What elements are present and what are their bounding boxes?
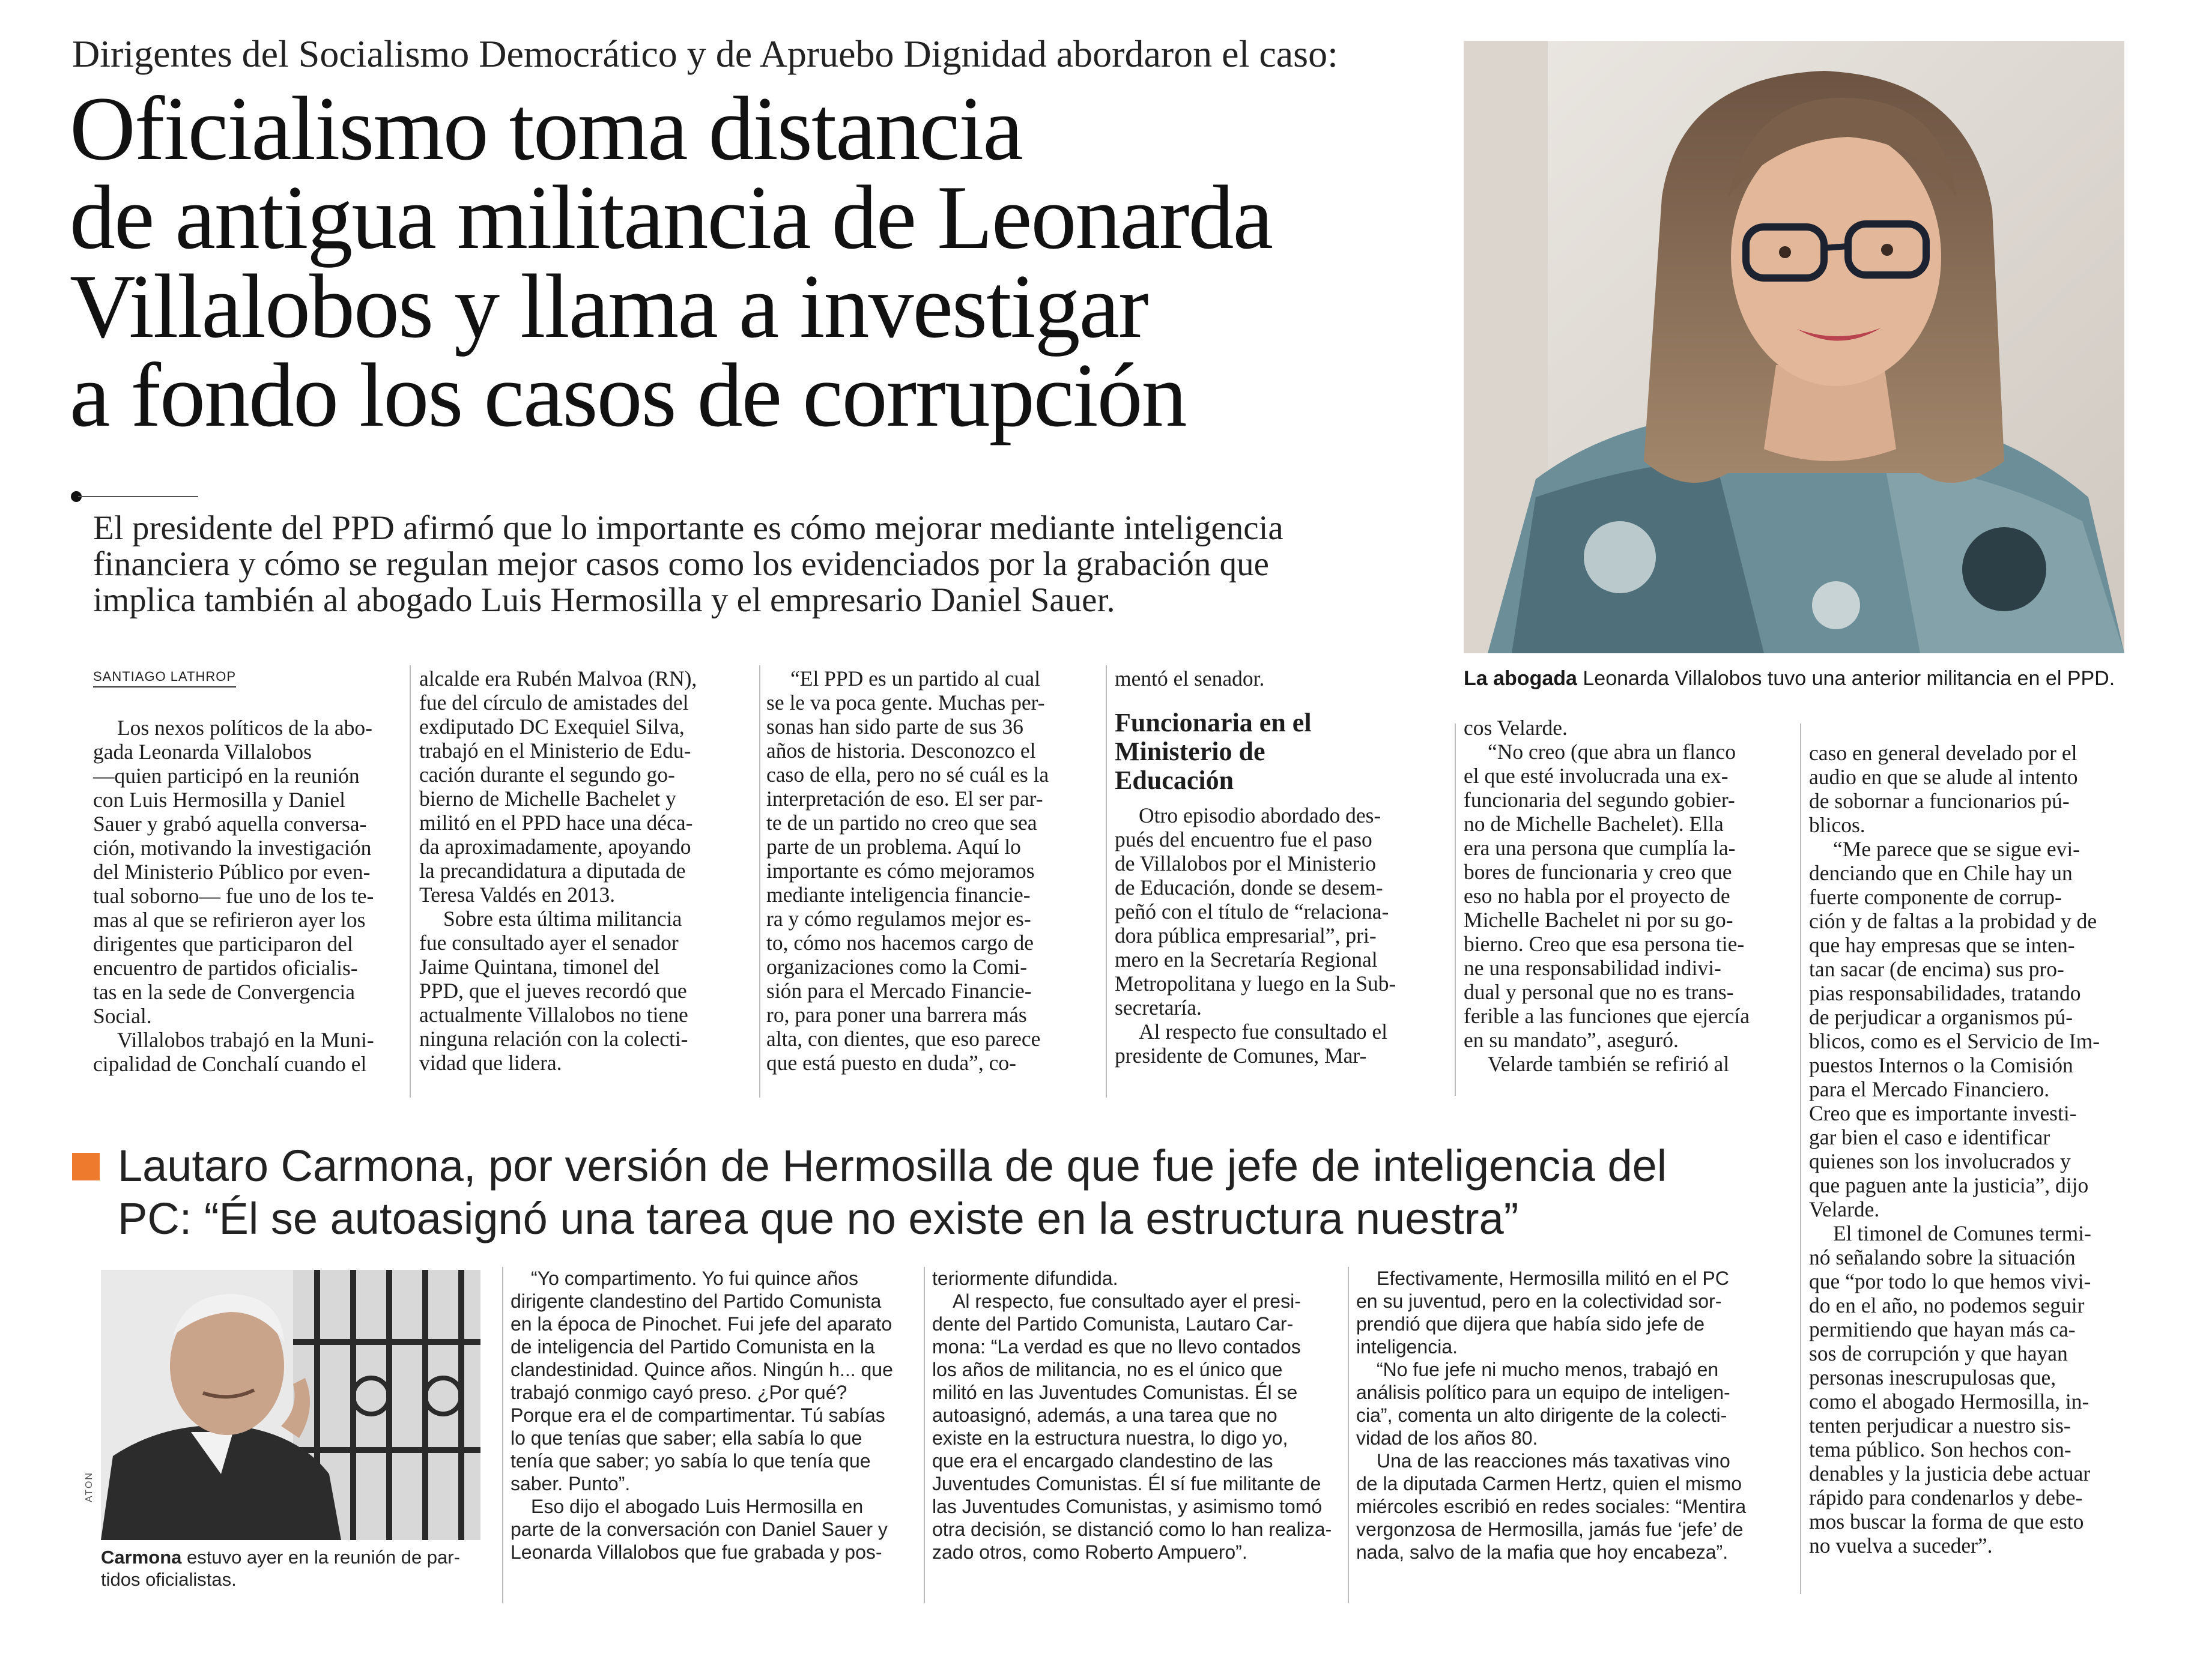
text-line: de Villalobos por el Ministerio <box>1115 851 1376 875</box>
text-line: parte de un problema. Aquí lo <box>766 835 1021 859</box>
article-column-6 <box>1809 741 2133 1558</box>
text-line: ferible a las funciones que ejercía <box>1464 1004 1750 1028</box>
text-line: denciando que en Chile hay un <box>1809 861 2073 885</box>
text-line: ción, motivando la investigación <box>93 836 372 860</box>
text-line: mas al que se refirieron ayer los <box>93 908 366 932</box>
text-line: en su juventud, pero en la colectividad sor- <box>1356 1290 1722 1312</box>
text-line: encuentro de partidos oficialis- <box>93 956 358 980</box>
text-line: gar bien el caso e identificar <box>1809 1125 2050 1149</box>
rule-line <box>78 496 198 497</box>
column-separator <box>1106 665 1107 1098</box>
text-line: Efectivamente, Hermosilla militó en el PC <box>1377 1268 1729 1289</box>
text-line: de la diputada Carmen Hertz, quien el mismo <box>1356 1473 1742 1494</box>
text-line: de inteligencia del Partido Comunista en la <box>511 1336 875 1358</box>
text-line: ninguna relación con la colecti- <box>419 1027 688 1051</box>
lead-line: financiera y cómo se regulan mejor casos como los evidenciados por la grabación que <box>93 545 1269 583</box>
text-line: mona: “La verdad es que no llevo contados <box>932 1336 1301 1358</box>
text-line: militó en las Juventudes Comunistas. Él se <box>932 1382 1298 1403</box>
text-line: dora pública empresarial”, pri- <box>1115 923 1377 947</box>
text-line: pués del encuentro fue el paso <box>1115 827 1372 851</box>
photo-caption <box>1464 666 2115 690</box>
text-line: sión para el Mercado Financie- <box>766 979 1032 1003</box>
text-line: vidad que lidera. <box>419 1051 562 1075</box>
caption-line: tidos oficialistas. <box>101 1569 237 1590</box>
text-line: Villalobos trabajó en la Muni- <box>117 1028 374 1052</box>
text-line: dual y personal que no es trans- <box>1464 980 1734 1004</box>
text-line: Juventudes Comunistas. Él sí fue militante de <box>932 1473 1321 1494</box>
text-line: como el abogado Hermosilla, in- <box>1809 1389 2089 1413</box>
text-line: eso no habla por el proyecto de <box>1464 884 1730 908</box>
column-separator <box>1455 724 1456 1096</box>
text-line: que hay empresas que se inten- <box>1809 933 2075 957</box>
text-line: autoasignó, además, a una tarea que no <box>932 1404 1277 1426</box>
text-line: to, cómo nos hacemos cargo de <box>766 931 1034 955</box>
sidebar-headline-line: Lautaro Carmona, por versión de Hermosilla de que fue jefe de inteligencia del <box>118 1141 1667 1191</box>
text-line: blicos, como es el Servicio de Im- <box>1809 1029 2100 1053</box>
headline-line: a fondo los casos de corrupción <box>70 345 1186 446</box>
article-column-5 <box>1464 716 1794 1076</box>
subhead-line: Educación <box>1115 766 1234 795</box>
photo-caption-bold: La abogada <box>1464 667 1577 690</box>
text-line: análisis político para un equipo de inteligen- <box>1356 1382 1730 1403</box>
caption-text: estuvo ayer en la reunión de par- <box>181 1547 460 1568</box>
text-line: fue del círculo de amistades del <box>419 690 689 715</box>
text-line: de sobornar a funcionarios pú- <box>1809 789 2070 813</box>
text-line: dente del Partido Comunista, Lautaro Car- <box>932 1313 1294 1335</box>
text-line: tenten perjudicar a nuestro sis- <box>1809 1413 2071 1437</box>
lead-paragraph <box>93 510 1432 618</box>
kicker: Dirigentes del Socialismo Democrático y de Apruebo Dignidad abordaron el caso: <box>72 32 1338 75</box>
text-line: nada, salvo de la mafia que hoy encabeza”. <box>1356 1541 1729 1563</box>
photo-credit: ATON <box>84 1472 94 1502</box>
text-line: pias responsabilidades, tratando <box>1809 981 2081 1005</box>
text-line: “No fue jefe ni mucho menos, trabajó en <box>1377 1359 1719 1380</box>
article-column-2 <box>419 666 750 1075</box>
text-line: que paguen ante la justicia”, dijo <box>1809 1173 2089 1197</box>
column-separator <box>924 1267 925 1603</box>
text-line: tenía que saber; yo sabía lo que tenía que <box>511 1450 871 1472</box>
text-line: otra decisión, se distanció como lo han realiza- <box>932 1518 1332 1540</box>
text-line: “Me parece que se sigue evi- <box>1833 837 2080 861</box>
article-column-3 <box>766 666 1097 1075</box>
text-line: bores de funcionaria y creo que <box>1464 860 1732 884</box>
text-line: el que esté involucrada una ex- <box>1464 764 1729 788</box>
text-line: gada Leonarda Villalobos <box>93 740 312 764</box>
text-line: alta, con dientes, que eso parece <box>766 1027 1041 1051</box>
text-line: “El PPD es un partido al cual <box>790 666 1041 690</box>
caption-bold: Carmona <box>101 1547 182 1568</box>
subhead-line: Ministerio de <box>1115 737 1265 766</box>
headline <box>70 78 1451 446</box>
text-line: para el Mercado Financiero. <box>1809 1077 2050 1101</box>
text-line: nó señalando sobre la situación <box>1809 1245 2076 1269</box>
text-line: años de historia. Desconozco el <box>766 739 1036 763</box>
text-line: cos Velarde. <box>1464 716 1568 740</box>
text-line: “Yo compartimento. Yo fui quince años <box>531 1268 858 1289</box>
sidebar-headline <box>72 1140 1694 1245</box>
text-line: la precandidatura a diputada de <box>419 859 686 883</box>
byline: SANTIAGO LATHROP <box>93 669 236 687</box>
text-line: teriormente difundida. <box>932 1268 1118 1289</box>
text-line: “No creo (que abra un flanco <box>1488 740 1736 764</box>
text-line: sonas han sido parte de sus 36 <box>766 715 1023 739</box>
text-line: Sauer y grabó aquella conversa- <box>93 812 367 836</box>
portrait-photo <box>1464 41 2124 653</box>
text-line: da aproximadamente, apoyando <box>419 835 691 859</box>
text-line: en la época de Pinochet. Fui jefe del aparato <box>511 1313 892 1335</box>
text-line: permitiendo que hayan más ca- <box>1809 1317 2076 1341</box>
text-line: sos de corrupción y que hayan <box>1809 1341 2068 1365</box>
text-line: saber. Punto”. <box>511 1473 631 1494</box>
text-line: cipalidad de Conchalí cuando el <box>93 1052 367 1076</box>
text-line: fuerte componente de corrup- <box>1809 885 2062 909</box>
text-line: zado otros, como Roberto Ampuero”. <box>932 1541 1247 1563</box>
text-line: Velarde. <box>1809 1197 1880 1221</box>
text-line: Al respecto fue consultado el <box>1139 1020 1388 1044</box>
text-line: Sobre esta última militancia <box>443 907 682 931</box>
text-line: personas inescrupulosas que, <box>1809 1365 2056 1389</box>
lead-line: El presidente del PPD afirmó que lo importante es cómo mejorar mediante inteligencia <box>93 509 1283 547</box>
text-line: dirigente clandestino del Partido Comunista <box>511 1290 882 1312</box>
text-line: que era el encargado clandestino de las <box>932 1450 1273 1472</box>
text-line: Al respecto, fue consultado ayer el presi- <box>953 1290 1301 1312</box>
text-line: mos buscar la forma de que esto <box>1809 1509 2084 1533</box>
text-line: que “por todo lo que hemos vivi- <box>1809 1269 2091 1293</box>
text-line: Michelle Bachelet ni por su go- <box>1464 908 1733 932</box>
text-line: que está puesto en duda”, co- <box>766 1051 1016 1075</box>
text-line: do en el año, no podemos seguir <box>1809 1293 2085 1317</box>
text-line: militó en el PPD hace una déca- <box>419 811 693 835</box>
text-line: era una persona que cumplía la- <box>1464 836 1736 860</box>
text-line: presidente de Comunes, Mar- <box>1115 1044 1367 1068</box>
text-line: mentó el senador. <box>1115 666 1265 690</box>
text-line: actualmente Villalobos no tiene <box>419 1003 688 1027</box>
text-line: ro, para poner una barrera más <box>766 1003 1027 1027</box>
text-line: Porque era el de compartimentar. Tú sabías <box>511 1404 885 1426</box>
text-line: bierno. Creo que esa persona tie- <box>1464 932 1745 956</box>
text-line: Una de las reacciones más taxativas vino <box>1377 1450 1730 1472</box>
text-line: con Luis Hermosilla y Daniel <box>93 788 345 812</box>
lead-line: implica también al abogado Luis Hermosilla y el empresario Daniel Sauer. <box>93 581 1115 619</box>
text-line: alcalde era Rubén Malvoa (RN), <box>419 666 697 690</box>
article-column-1 <box>93 716 399 1076</box>
text-line: dirigentes que participaron del <box>93 932 353 956</box>
sidebar-headline-line: PC: “Él se autoasignó una tarea que no existe en la estructura nuestra” <box>118 1194 1519 1243</box>
text-line: bierno de Michelle Bachelet y <box>419 787 676 811</box>
text-line: interpretación de eso. El ser par- <box>766 787 1043 811</box>
caption-line <box>101 1546 460 1568</box>
column-separator <box>1348 1267 1349 1603</box>
text-line: mediante inteligencia financie- <box>766 883 1031 907</box>
text-line: vidad de los años 80. <box>1356 1427 1538 1449</box>
text-line: parte de la conversación con Daniel Sauer y <box>511 1518 888 1540</box>
text-line: no de Michelle Bachelet). Ella <box>1464 812 1724 836</box>
text-line: exdiputado DC Exequiel Silva, <box>419 715 685 739</box>
text-line: funcionaria del segundo gobier- <box>1464 788 1735 812</box>
text-line: organizaciones como la Comi- <box>766 955 1028 979</box>
column-separator <box>759 665 760 1098</box>
text-line: Jaime Quintana, timonel del <box>419 955 660 979</box>
text-line: Teresa Valdés en 2013. <box>419 883 616 907</box>
text-line: fue consultado ayer el senador <box>419 931 679 955</box>
text-line: ra y cómo regulamos mejor es- <box>766 907 1031 931</box>
column-separator <box>410 665 411 1098</box>
text-line: mero en la Secretaría Regional <box>1115 947 1378 971</box>
sidebar-column-b <box>932 1267 1341 1564</box>
subhead-line: Funcionaria en el <box>1115 708 1312 737</box>
text-line: —quien participó en la reunión <box>93 764 360 788</box>
text-line: en su mandato”, aseguró. <box>1464 1028 1679 1052</box>
text-line: los años de militancia, no es el único que <box>932 1359 1283 1380</box>
text-line: trabajó en el Ministerio de Edu- <box>419 739 691 763</box>
headline-line: Oficialismo toma distancia <box>70 78 1022 179</box>
text-line: existe en la estructura nuestra, lo digo yo, <box>932 1427 1288 1449</box>
text-line: trabajó conmigo cayó preso. ¿Por qué? <box>511 1382 847 1403</box>
text-line: El timonel de Comunes termi- <box>1833 1221 2091 1245</box>
text-line: las Juventudes Comunistas, y asimismo tomó <box>932 1496 1323 1517</box>
article-column-4 <box>1115 666 1445 1068</box>
text-line: puestos Internos o la Comisión <box>1809 1053 2073 1077</box>
text-line: no vuelva a suceder”. <box>1809 1533 1993 1558</box>
text-line: secretaría. <box>1115 996 1202 1020</box>
text-line: de Educación, donde se desem- <box>1115 875 1383 899</box>
text-line: Social. <box>93 1004 152 1028</box>
photo-caption-text: Leonarda Villalobos tuvo una anterior militancia en el PPD. <box>1577 667 2115 690</box>
text-line: Leonarda Villalobos que fue grabada y pos- <box>511 1541 882 1563</box>
column-separator <box>1800 724 1801 1594</box>
text-line: miércoles escribió en redes sociales: “Mentira <box>1356 1496 1747 1517</box>
text-line: importante es cómo mejoramos <box>766 859 1035 883</box>
text-line: Creo que es importante investi- <box>1809 1101 2077 1125</box>
text-line: quienes son los involucrados y <box>1809 1149 2071 1173</box>
text-line: Metropolitana y luego en la Sub- <box>1115 971 1396 996</box>
sidebar-photo-caption <box>101 1546 460 1591</box>
text-line: denables y la justicia debe actuar <box>1809 1461 2091 1485</box>
text-line: inteligencia. <box>1356 1336 1458 1358</box>
text-line: tan sacar (de encima) sus pro- <box>1809 957 2064 981</box>
text-line: audio en que se alude al intento <box>1809 765 2078 789</box>
section-subhead <box>1115 709 1445 795</box>
headline-line: de antigua militancia de Leonarda <box>70 167 1272 268</box>
text-line: Los nexos políticos de la abo- <box>117 716 372 740</box>
text-line: caso en general develado por el <box>1809 741 2077 765</box>
text-line: PPD, que el jueves recordó que <box>419 979 687 1003</box>
text-line: Eso dijo el abogado Luis Hermosilla en <box>531 1496 864 1517</box>
column-separator <box>502 1267 503 1603</box>
sidebar-column-a <box>511 1267 916 1564</box>
text-line: te de un partido no creo que sea <box>766 811 1037 835</box>
text-line: lo que tenías que saber; ella sabía lo que <box>511 1427 862 1449</box>
text-line: clandestinidad. Quince años. Ningún h... que <box>511 1359 893 1380</box>
carmona-photo <box>101 1270 480 1540</box>
text-line: tas en la sede de Convergencia <box>93 980 356 1004</box>
text-line: del Ministerio Público por even- <box>93 860 371 884</box>
text-line: Otro episodio abordado des- <box>1139 803 1381 827</box>
text-line: ne una responsabilidad indivi- <box>1464 956 1721 980</box>
text-line: blicos. <box>1809 813 1865 837</box>
sidebar-column-c <box>1356 1267 1792 1564</box>
headline-line: Villalobos y llama a investigar <box>70 256 1148 357</box>
text-line: peñó con el título de “relaciona- <box>1115 899 1389 923</box>
text-line: se le va poca gente. Muchas per- <box>766 690 1045 715</box>
text-line: tema público. Son hechos con- <box>1809 1437 2071 1461</box>
text-line: caso de ella, pero no sé cuál es la <box>766 763 1049 787</box>
text-line: rápido para condenarlos y debe- <box>1809 1485 2083 1509</box>
text-line: tual soborno— fue uno de los te- <box>93 884 374 908</box>
text-line: ción y de faltas a la probidad y de <box>1809 909 2097 933</box>
text-line: de perjudicar a organismos pú- <box>1809 1005 2073 1029</box>
text-line: cación durante el segundo go- <box>419 763 675 787</box>
text-line: cia”, comenta un alto dirigente de la colecti- <box>1356 1404 1727 1426</box>
text-line: vergonzosa de Hermosilla, jamás fue ‘jefe’ de <box>1356 1518 1744 1540</box>
text-line: Velarde también se refirió al <box>1488 1052 1730 1076</box>
text-line: prendió que dijera que había sido jefe de <box>1356 1313 1705 1335</box>
